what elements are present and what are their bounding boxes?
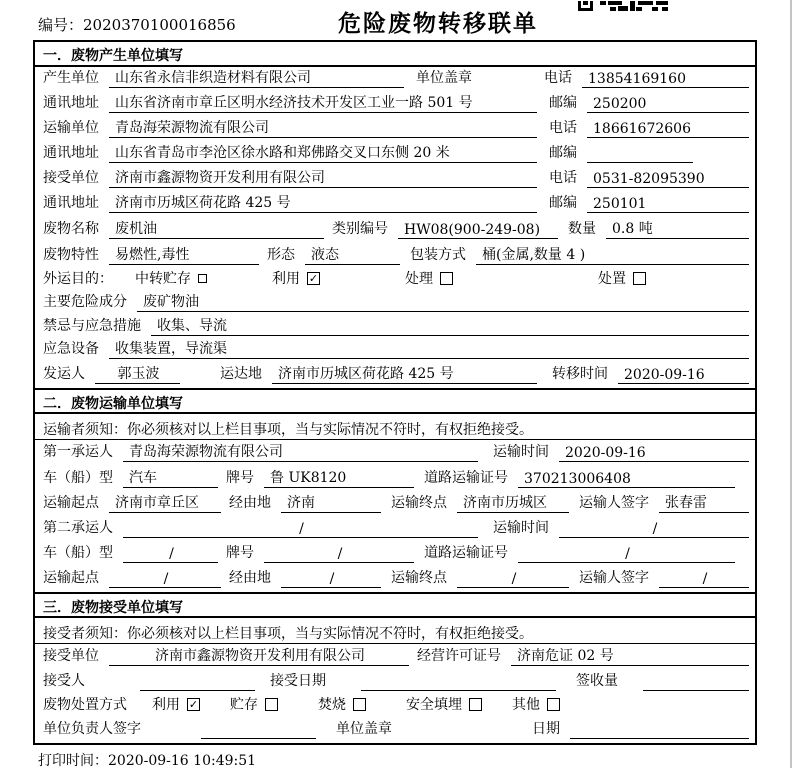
option-transfer-storage — [135, 268, 207, 289]
field-label: 废物处置方式 — [43, 697, 127, 713]
vehicle-type-1-value: 汽车 — [123, 466, 218, 488]
via-2-value: / — [281, 570, 381, 588]
field-label: 电话 — [549, 120, 577, 136]
field-label: 单位负责人签字 — [43, 721, 141, 737]
field-label: 日期 — [532, 721, 560, 737]
serial-label: 编号： — [38, 16, 84, 34]
checkbox-treat — [440, 272, 453, 285]
row-waste-property — [35, 243, 755, 269]
plate-number-1-value: 鲁 UK8120 — [264, 466, 414, 488]
field-label: 主要危险成分 — [43, 294, 127, 310]
accept-unit-value: 济南市鑫源物资开发利用有限公司 — [109, 644, 409, 666]
producer-unit-value: 山东省永信非织造材料有限公司 — [109, 66, 404, 88]
row-receiver-address — [35, 192, 755, 217]
row-waste-name — [35, 217, 755, 243]
row-main-hazard — [35, 293, 755, 316]
checkbox-label: 利用 — [152, 697, 180, 713]
checkbox-storage-2 — [265, 698, 278, 711]
emergency-measures-value: 收集、导流 — [151, 314, 749, 336]
row-disposal-method — [35, 695, 755, 719]
waste-packaging-value: 桶(金属,数量 4 ) — [476, 243, 749, 265]
waste-form-value: 液态 — [305, 243, 400, 265]
row-emergency-equipment — [35, 340, 755, 363]
serial-value: 2020370100016856 — [83, 16, 236, 34]
print-time-value: 2020-09-16 10:49:51 — [108, 753, 257, 768]
field-label: 运输单位 — [43, 120, 99, 136]
second-carrier-value: / — [123, 520, 478, 538]
license-number-value: 济南危证 02 号 — [511, 644, 749, 666]
checkbox-label: 安全填埋 — [406, 697, 462, 713]
checkbox-label: 中转贮存 — [135, 271, 191, 287]
checkbox-other — [547, 698, 560, 711]
field-label: 电话 — [549, 170, 577, 186]
main-hazard-value: 废矿物油 — [137, 290, 749, 312]
endpoint-1-value: 济南市历城区 — [457, 491, 569, 513]
option-dispose — [598, 268, 646, 289]
row-vehicle-1 — [35, 466, 755, 492]
row-accept-unit — [35, 644, 755, 670]
row-transport-unit — [35, 117, 755, 142]
field-label: 邮编 — [549, 95, 577, 111]
field-label: 签收量 — [576, 673, 618, 689]
road-permit-2-value: / — [518, 545, 735, 563]
checkbox-transfer-storage — [198, 274, 207, 283]
origin-2-value: / — [109, 570, 221, 588]
print-time-label: 打印时间： — [38, 753, 108, 768]
receiver-phone-value: 0531-82095390 — [587, 170, 749, 188]
row-first-carrier — [35, 440, 755, 466]
field-label: 经由地 — [229, 495, 271, 511]
accept-person-value — [140, 673, 255, 691]
receiver-postcode-value: 250101 — [587, 195, 749, 213]
transfer-date-value: 2020-09-16 — [618, 366, 749, 384]
checkbox-label: 贮存 — [230, 697, 258, 713]
first-carrier-value: 青岛海荣源物流有限公司 — [123, 440, 478, 462]
field-label: 第一承运人 — [43, 444, 113, 460]
field-label: 外运目的： — [43, 271, 113, 287]
checkbox-label: 处置 — [598, 271, 626, 287]
row-responsible-signature — [35, 719, 755, 743]
field-label: 接受日期 — [270, 673, 326, 689]
seal-date-value — [570, 721, 749, 739]
field-label: 电话 — [544, 70, 572, 86]
option-incinerate — [318, 694, 366, 715]
field-label: 运达地 — [220, 366, 262, 382]
accept-quantity-value — [643, 673, 749, 691]
field-label: 废物特性 — [43, 247, 99, 263]
row-route-2 — [35, 567, 755, 592]
field-label: 类别编号 — [332, 221, 388, 237]
carrier-signature-2-value: / — [659, 570, 749, 588]
field-label: 接受人 — [43, 673, 85, 689]
field-label: 经由地 — [229, 570, 271, 586]
producer-postcode-value: 250200 — [587, 95, 749, 113]
field-label: 车（船）型 — [43, 470, 113, 486]
row-transport-address — [35, 142, 755, 167]
row-accept-person — [35, 670, 755, 695]
checkbox-label: 其他 — [512, 697, 540, 713]
checkbox-dispose — [633, 272, 646, 285]
transport-date-1-value: 2020-09-16 — [559, 444, 749, 462]
field-label: 发运人 — [43, 366, 85, 382]
page-title: 危险废物转移联单 — [338, 10, 538, 37]
row-second-carrier — [35, 517, 755, 542]
carrier-signature-1-value: 张春雷 — [659, 491, 749, 513]
field-label: 经营许可证号 — [417, 648, 501, 664]
unit-seal-label-2: 单位盖章 — [336, 721, 392, 737]
waste-name-value: 废机油 — [109, 217, 324, 239]
endpoint-2-value: / — [457, 570, 569, 588]
manifest-form — [33, 40, 757, 745]
option-other — [512, 694, 560, 715]
field-label: 邮编 — [549, 195, 577, 211]
shipper-name-value: 郭玉波 — [95, 362, 180, 384]
section2-header: 二．废物运输单位填写 — [35, 388, 755, 414]
field-label: 运输时间 — [493, 520, 549, 536]
receiver-address-value: 济南市历城区荷花路 425 号 — [109, 191, 537, 213]
checkbox-label: 焚烧 — [318, 697, 346, 713]
checkbox-landfill — [469, 698, 482, 711]
row-producer-unit — [35, 67, 755, 92]
waste-property-value: 易燃性,毒性 — [109, 243, 259, 265]
field-label: 废物名称 — [43, 221, 99, 237]
accept-date-value — [361, 673, 556, 691]
field-label: 包装方式 — [410, 247, 466, 263]
row-producer-address — [35, 92, 755, 117]
qr-code-partial-icon — [578, 0, 668, 11]
row-route-1 — [35, 492, 755, 517]
road-permit-1-value: 370213006408 — [518, 470, 735, 488]
field-label: 邮编 — [549, 145, 577, 161]
field-label: 运输人签字 — [579, 570, 649, 586]
field-label: 运输起点 — [43, 570, 99, 586]
origin-1-value: 济南市章丘区 — [109, 491, 221, 513]
waste-category-code-value: HW08(900-249-08) — [398, 221, 558, 239]
checkbox-label: 利用 — [272, 271, 300, 287]
field-label: 通讯地址 — [43, 195, 99, 211]
page-edge-line — [790, 0, 792, 768]
field-label: 运输人签字 — [579, 495, 649, 511]
checkbox-label: 处理 — [405, 271, 433, 287]
field-label: 转移时间 — [552, 366, 608, 382]
plate-number-2-value: / — [264, 545, 414, 563]
transport-date-2-value: / — [559, 520, 749, 538]
field-label: 接受单位 — [43, 648, 99, 664]
field-label: 运输终点 — [391, 495, 447, 511]
transport-unit-value: 青岛海荣源物流有限公司 — [109, 116, 537, 138]
field-label: 接受单位 — [43, 170, 99, 186]
checkbox-incinerate — [353, 698, 366, 711]
transport-phone-value: 18661672606 — [587, 120, 749, 138]
option-landfill — [406, 694, 482, 715]
row-receiver-unit — [35, 167, 755, 192]
section1-header: 一．废物产生单位填写 — [35, 42, 755, 67]
print-time — [38, 750, 256, 768]
destination-value: 济南市历城区荷花路 425 号 — [272, 362, 537, 384]
field-label: 运输起点 — [43, 495, 99, 511]
field-label: 道路运输证号 — [424, 470, 508, 486]
checkbox-use: ✓ — [308, 271, 319, 285]
producer-address-value: 山东省济南市章丘区明水经济技术开发区工业一路 501 号 — [109, 91, 537, 113]
field-label: 通讯地址 — [43, 145, 99, 161]
receiver-unit-value: 济南市鑫源物资开发利用有限公司 — [109, 166, 537, 188]
field-label: 牌号 — [226, 545, 254, 561]
field-label: 应急设备 — [43, 341, 99, 357]
vehicle-type-2-value: / — [123, 545, 218, 563]
emergency-equipment-value: 收集装置，导流渠 — [109, 337, 749, 359]
option-use — [272, 268, 320, 289]
field-label: 禁忌与应急措施 — [43, 318, 141, 334]
waste-quantity-value: 0.8 吨 — [606, 217, 749, 239]
responsible-signature-value — [201, 721, 316, 739]
row-vehicle-2 — [35, 542, 755, 567]
section3-header: 三．废物接受单位填写 — [35, 592, 755, 618]
field-label: 牌号 — [226, 470, 254, 486]
field-label: 第二承运人 — [43, 520, 113, 536]
option-treat — [405, 268, 453, 289]
row-shipper — [35, 363, 755, 388]
field-label: 数量 — [568, 221, 596, 237]
producer-phone-value: 13854169160 — [582, 70, 749, 88]
receiver-notice: 接受者须知：你必须核对以上栏目事项，当与实际情况不符时，有权拒绝接受。 — [35, 618, 755, 644]
via-1-value: 济南 — [281, 491, 381, 513]
field-label: 通讯地址 — [43, 95, 99, 111]
checkbox-use-2: ✓ — [188, 697, 199, 711]
transport-postcode-value — [587, 145, 693, 163]
transport-address-value: 山东省青岛市李沧区徐水路和郑佛路交叉口东侧 20 米 — [109, 141, 537, 163]
field-label: 运输终点 — [391, 570, 447, 586]
field-label: 形态 — [267, 247, 295, 263]
option-storage-2 — [230, 694, 278, 715]
carrier-notice: 运输者须知：你必须核对以上栏目事项，当与实际情况不符时，有权拒绝接受。 — [35, 414, 755, 440]
field-label: 运输时间 — [493, 444, 549, 460]
field-label: 车（船）型 — [43, 545, 113, 561]
unit-seal-label: 单位盖章 — [416, 70, 472, 86]
field-label: 道路运输证号 — [424, 545, 508, 561]
field-label: 产生单位 — [43, 70, 99, 86]
option-use-2 — [152, 694, 200, 715]
